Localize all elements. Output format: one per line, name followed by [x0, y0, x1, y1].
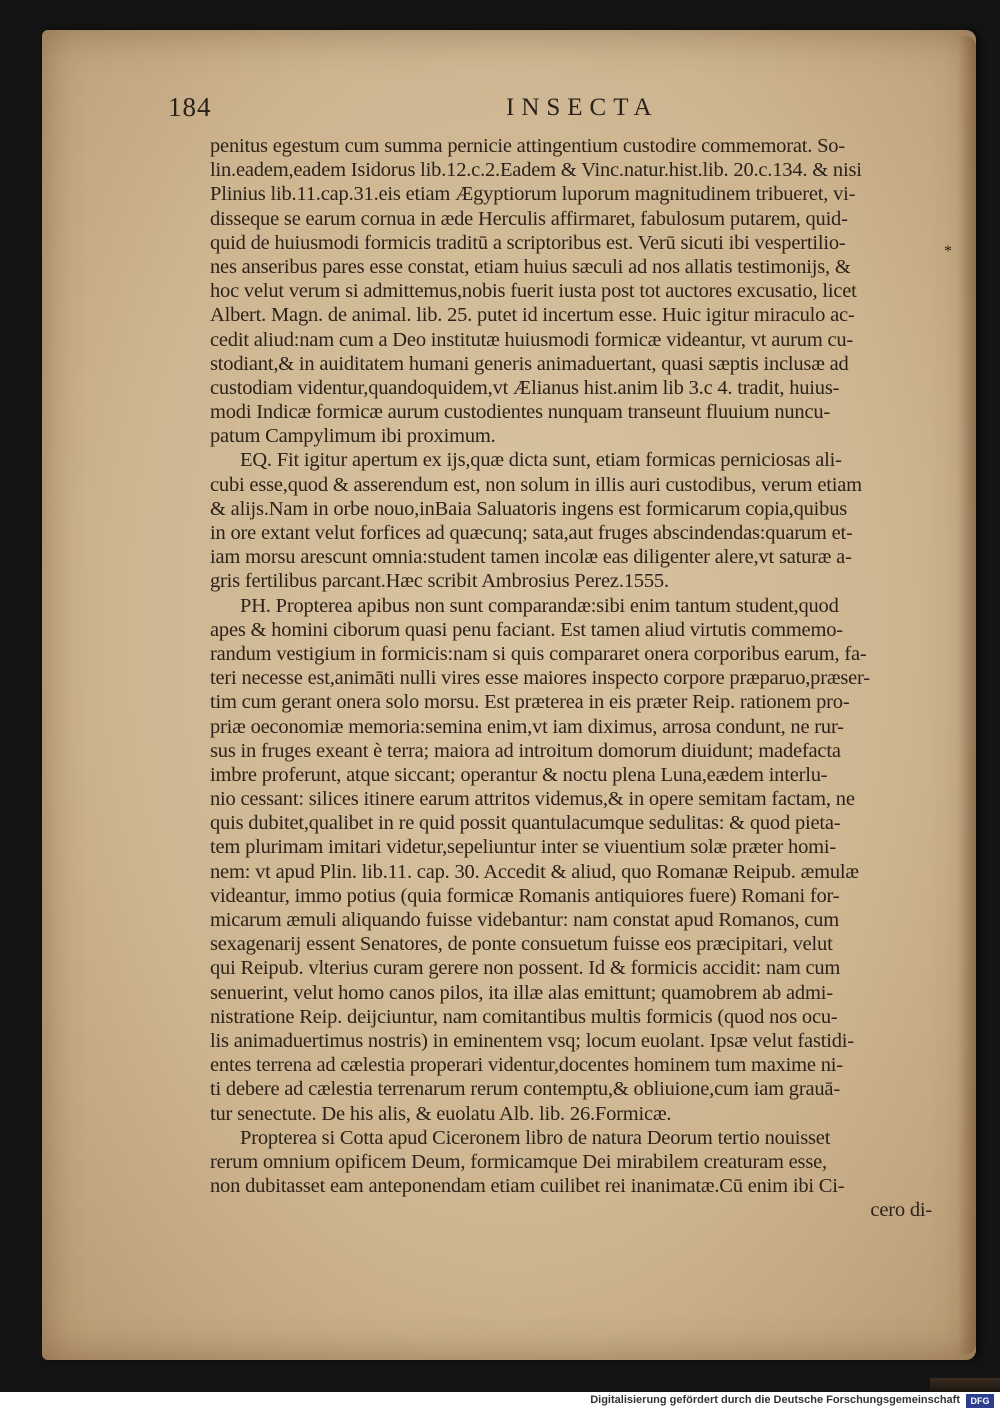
- text-line: Plinius lib.11.cap.31.eis etiam Ægyptiorum luporum magnitudinem tribueret, vi-: [210, 183, 856, 206]
- text-line: entes terrena ad cælestia properari videntur,docentes hominem tum maxime ni-: [210, 1054, 843, 1077]
- text-line: qui Reipub. vlterius curam gerere non possent. Id & formicis accidit: nam cum: [210, 957, 841, 980]
- text-line: sexagenarij essent Senatores, de ponte consuetum fuisse eos præcipitari, velut: [210, 933, 833, 956]
- dfg-logo-icon: DFG: [966, 1394, 994, 1408]
- margin-asterisk: *: [944, 243, 952, 260]
- text-line: custodiam videntur,quandoquidem,vt Ælianus hist.anim lib 3.c 4. tradit, huius-: [210, 376, 840, 399]
- text-line: tim cum gerant onera solo morsu. Est præterea in eis præter Reip. rationem pro-: [210, 691, 850, 714]
- funding-credit: Digitalisierung gefördert durch die Deutsche Forschungsgemeinschaft: [590, 1394, 960, 1406]
- text-line: priæ oeconomiæ memoria:semina enim,vt iam diximus, arrosa condunt, ne rur-: [210, 715, 844, 738]
- text-line: non dubitasset eam anteponendam etiam cuilibet rei inanimatæ.Cū enim ibi Ci-: [210, 1175, 845, 1198]
- text-line: gris fertilibus parcant.Hæc scribit Ambrosius Perez.1555.: [210, 570, 669, 593]
- text-line: iam morsu arescunt omnia:student tamen incolæ eas diligenter alere,vt saturæ a-: [210, 546, 852, 569]
- text-line: nem: vt apud Plin. lib.11. cap. 30. Accedit & aliud, quo Romanæ Reipub. æmulæ: [210, 860, 859, 883]
- page-header: [168, 92, 888, 132]
- text-line: cedit aliud:nam cum a Deo institutæ huiusmodi formicæ videantur, vt aurum cu-: [210, 328, 854, 351]
- text-line: nio cessant: silices itinere earum attritos videmus,& in opere semitam factam, ne: [210, 788, 855, 811]
- page-edge: [958, 36, 976, 1354]
- text-line: imbre proferunt, atque siccant; operantur & noctu plena Luna,eædem interlu-: [210, 763, 828, 786]
- text-line: rerum omnium opificem Deum, formicamque Dei mirabilem creaturam esse,: [210, 1150, 827, 1173]
- text-line: patum Campylimum ibi proximum.: [210, 425, 496, 448]
- text-line: PH. Propterea apibus non sunt comparandæ:sibi enim tantum student,quod: [240, 594, 839, 617]
- footer-bar: [0, 1392, 1000, 1411]
- text-line: tem plurimam imitari videtur,sepeliuntur inter se viuentium solæ præter homi-: [210, 836, 836, 859]
- text-line: tur senectute. De his alis, & euolatu Alb. lib. 26.Formicæ.: [210, 1102, 672, 1125]
- body-text: [210, 134, 932, 1222]
- text-line: teri necesse est,animāti nulli vires esse maiores inspecto corpore præparuo,præser-: [210, 667, 870, 690]
- running-title: INSECTA: [506, 94, 659, 121]
- text-line: quid de huiusmodi formicis traditū a scriptoribus est. Verū sicuti ibi vespertilio-: [210, 231, 846, 254]
- text-line: modi Indicæ formicæ aurum custodientes nunquam transeunt fluuium nuncu-: [210, 401, 831, 424]
- text-line: EQ. Fit igitur apertum ex ijs,quæ dicta sunt, etiam formicas perniciosas ali-: [240, 449, 842, 472]
- text-line: disseque se earum cornua in æde Herculis affirmaret, fabulosum putarem, quid-: [210, 207, 848, 230]
- text-line: videantur, immo potius (quia formicæ Romanis antiquiores fuere) Romani for-: [210, 884, 840, 907]
- text-line: lin.eadem,eadem Isidorus lib.12.c.2.Eadem & Vinc.natur.hist.lib. 20.c.134. & nisi: [210, 159, 862, 182]
- text-line: & alijs.Nam in orbe nouo,inBaia Saluatoris ingens est formicarum copia,quibus: [210, 497, 848, 520]
- text-line: cero di-: [870, 1199, 932, 1222]
- text-line: micarum æmuli aliquando fuisse videbantur: nam constat apud Romanos, cum: [210, 909, 839, 931]
- text-line: apes & homini ciborum quasi penu faciant. Est tamen aliud virtutis commemo-: [210, 618, 843, 641]
- text-line: sus in fruges exeant è terra; maiora ad introitum domorum diuidunt; madefacta: [210, 739, 841, 762]
- text-line: randum vestigium in formicis:nam si quis compararet onera corporibus earum, fa-: [210, 642, 867, 665]
- text-line: nistratione Reip. deijciuntur, nam comitantibus multis formicis (quod nos ocu-: [210, 1005, 838, 1028]
- text-line: lis animaduertimus nostris) in eminentem vsq; locum euolant. Ipsæ velut fastidi-: [210, 1029, 854, 1052]
- text-line: cubi esse,quod & asserendum est, non solum in illis auri custodibus, verum etiam: [210, 473, 862, 496]
- text-line: quis dubitet,qualibet in re quid possit quantulacumque sedulitas: & quod pieta-: [210, 812, 841, 835]
- text-line: nes anseribus pares esse constat, etiam huius sæculi ad nos allatis testimonijs, &: [210, 255, 851, 278]
- text-line: Albert. Magn. de animal. lib. 25. putet id incertum esse. Huic igitur miraculo ac-: [210, 304, 855, 327]
- text-line: hoc velut verum si admittemus,nobis fuerit iusta post tot auctores excusatio, licet: [210, 280, 857, 303]
- text-line: Propterea si Cotta apud Ciceronem libro de natura Deorum tertio nouisset: [240, 1126, 831, 1149]
- book-clasp: [930, 1378, 1000, 1392]
- text-line: senuerint, velut homo canos pilos, ita illæ alas emittunt; quamobrem ab admi-: [210, 981, 833, 1004]
- text-line: in ore extant velut forfices ad quæcunq; sata,aut fruges abscindendas:quarum et-: [210, 522, 853, 544]
- text-line: stodiant,& in auiditatem humani generis animaduertant, quasi sæptis inclusæ ad: [210, 352, 849, 375]
- page-number: 184: [168, 92, 212, 122]
- text-line: penitus egestum cum summa pernicie attingentium custodire commemorat. So-: [210, 135, 845, 157]
- text-line: ti debere ad cælestia terrenarum rerum contemptu,& obliuione,cum iam grauā-: [210, 1078, 840, 1101]
